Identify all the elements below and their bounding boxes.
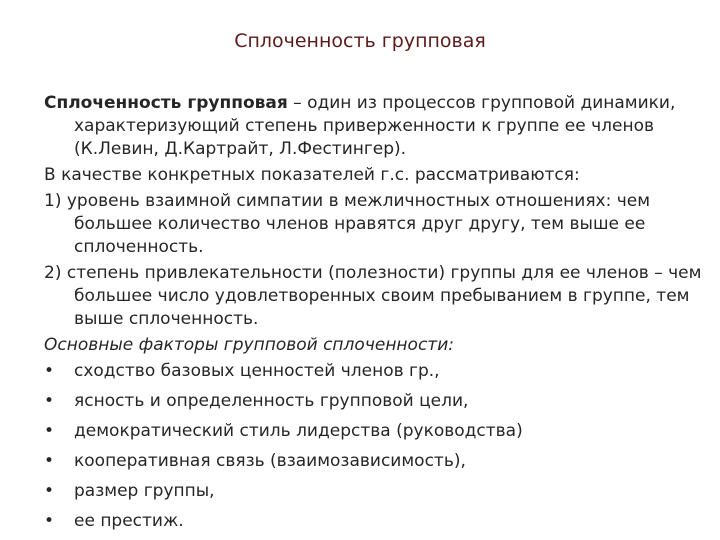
definition-paragraph	[44, 92, 704, 161]
list-item-text: ясность и определенность групповой цели,	[74, 391, 469, 411]
list-item-text: кооперативная связь (взаимозависимость),	[74, 451, 466, 471]
list-item-text: ее престиж.	[74, 511, 184, 531]
list-item	[44, 390, 704, 413]
indicator-2: 2) степень привлекательности (полезности) группы для ее членов – чем большее число удовлетворенных своим пребыванием в группе, тем выше сплоченность.	[44, 263, 702, 329]
slide-content	[44, 92, 704, 540]
indicator-1: 1) уровень взаимной симпатии в межличностных отношениях: чем большее количество членов нравятся друг другу, тем выше ее сплоченность.	[44, 191, 651, 257]
slide-title: Сплоченность групповая	[234, 30, 486, 52]
list-item-text: размер группы,	[74, 481, 215, 501]
bullet-icon: •	[44, 481, 55, 501]
definition-text: – один из процессов групповой динамики, характеризующий степень приверженности к группе ее членов (К.Левин, Д.Картрайт, Л.Фестингер).	[74, 93, 676, 159]
list-item-text: сходство базовых ценностей членов гр.,	[74, 361, 440, 381]
bullet-icon: •	[44, 511, 55, 531]
bullet-icon: •	[44, 421, 55, 441]
definition-term: Сплоченность групповая	[44, 93, 288, 113]
indicators-intro: В качестве конкретных показателей г.с. рассматриваются:	[44, 165, 580, 185]
factors-list	[44, 360, 704, 533]
bullet-icon: •	[44, 451, 55, 471]
list-item	[44, 360, 704, 383]
bullet-icon: •	[44, 361, 55, 381]
list-item	[44, 420, 704, 443]
list-item	[44, 510, 704, 533]
list-item	[44, 480, 704, 503]
factors-heading: Основные факторы групповой сплоченности:	[44, 335, 454, 355]
bullet-icon: •	[44, 391, 55, 411]
list-item	[44, 450, 704, 473]
list-item-text: демократический стиль лидерства (руководства)	[74, 421, 523, 441]
